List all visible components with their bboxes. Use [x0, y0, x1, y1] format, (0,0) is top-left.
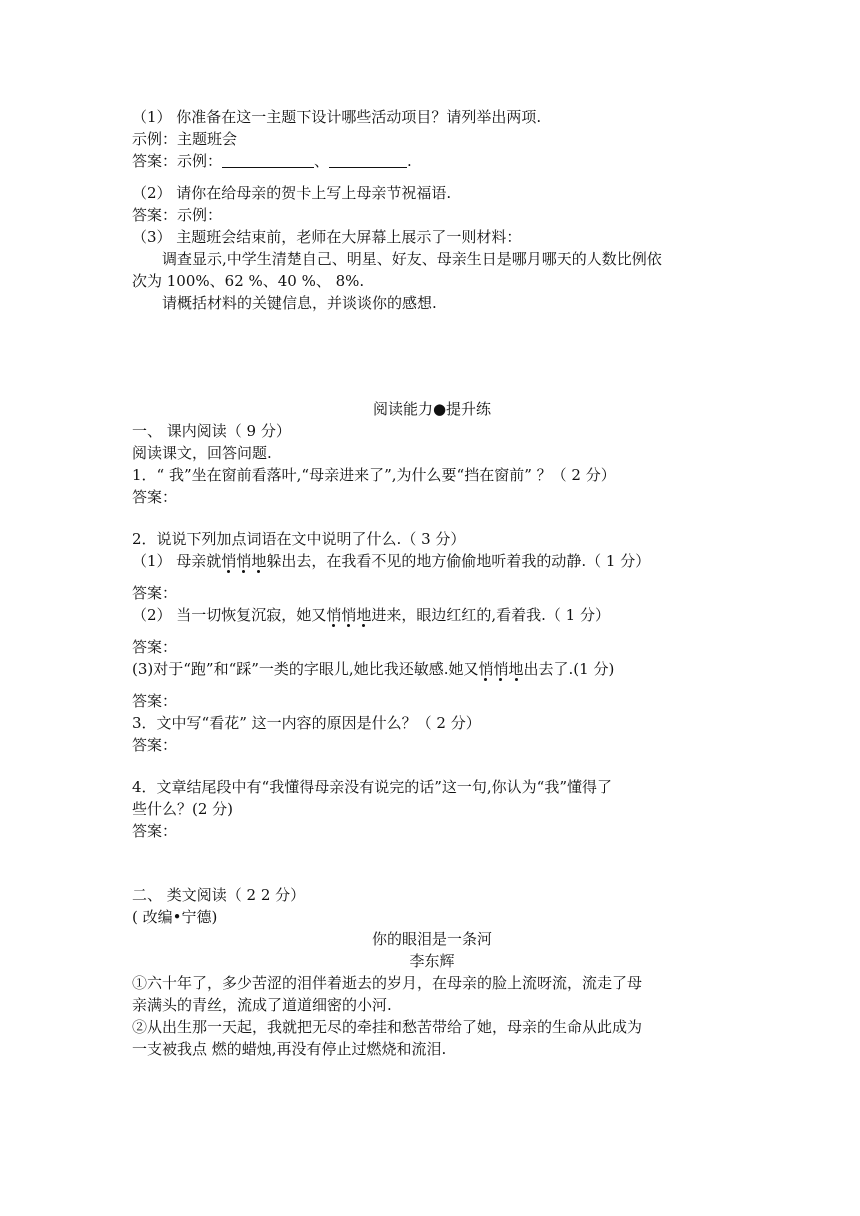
answer-blank-1 [222, 152, 314, 168]
dotted-word [221, 552, 266, 570]
paragraph-2-line-1: ②从出生那一天起，我就把无尽的牵挂和愁苦带给了她，母亲的生命从此成为 [132, 1018, 643, 1036]
dotted-char: 悄 [221, 552, 237, 570]
dotted-char: 悄 [236, 552, 252, 570]
material-line-2: 次为 100%、62 %、40 %、 8%. [132, 272, 365, 290]
dotted-char: 悄 [478, 660, 494, 678]
essay-title: 你的眼泪是一条河 [371, 930, 492, 948]
dotted-char: 地 [508, 660, 524, 678]
reading-q4-line-2: 些什么？(2 分) [132, 800, 234, 818]
essay-author: 李东辉 [409, 952, 455, 970]
reading-q1: 1．“ 我”坐在窗前看落叶,“母亲进来了”,为什么要“挡在窗前” ？（ 2 分） [132, 466, 616, 484]
dotted-char: 地 [251, 552, 267, 570]
dotted-char: 悄 [341, 606, 357, 624]
section-title: 阅读能力●提升练 [372, 400, 492, 418]
answer-blank-2 [329, 152, 407, 168]
paragraph-1-line-2: 亲满头的青丝，流成了道道细密的小河. [132, 996, 392, 1014]
reading-q2-1-answer: 答案： [132, 584, 178, 602]
material-line-1: 调查显示,中学生清楚自己、明星、好友、母亲生日是哪月哪天的人数比例依 [162, 250, 662, 268]
reading-q4-answer: 答案： [132, 822, 178, 840]
dotted-word [326, 606, 371, 624]
dotted-char: 地 [356, 606, 372, 624]
reading-q2-3-answer: 答案： [132, 692, 178, 710]
part-1-heading: 一、 课内阅读（ 9 分） [132, 422, 291, 440]
reading-q4-line-1: 4．文章结尾段中有“我懂得母亲没有说完的话”这一句,你认为“我”懂得了 [132, 778, 612, 796]
dotted-char: 悄 [493, 660, 509, 678]
part-2-heading: 二、 类文阅读（ 2 2 分） [132, 886, 306, 904]
paragraph-2-line-2: 一支被我点 燃的蜡烛,再没有停止过燃烧和流泪. [132, 1040, 447, 1058]
reading-q2-2: （2） 当一切恢复沉寂，她又悄悄地进来，眼边红红的,看着我.（ 1 分） [132, 606, 610, 624]
question-2-answer: 答案：示例： [132, 206, 223, 224]
part-2-source: ( 改编•宁德) [132, 908, 218, 926]
question-1-example: 示例：主题班会 [132, 130, 238, 148]
question-2: （2） 请你在给母亲的贺卡上写上母亲节祝福语. [132, 184, 452, 202]
reading-q2-2-answer: 答案： [132, 638, 178, 656]
paragraph-1-line-1: ①六十年了，多少苦涩的泪伴着逝去的岁月，在母亲的脸上流呀流，流走了母 [132, 974, 643, 992]
question-3: （3） 主题班会结束前，老师在大屏幕上展示了一则材料： [132, 228, 522, 246]
question-1-answer: 答案：示例： 、 . [132, 152, 412, 170]
reading-q2-1: （1） 母亲就悄悄地躲出去，在我看不见的地方偷偷地听着我的动静.（ 1 分） [132, 552, 651, 570]
dotted-word [478, 660, 523, 678]
document-content [132, 106, 732, 1060]
dotted-char: 悄 [326, 606, 342, 624]
reading-q3-answer: 答案： [132, 736, 178, 754]
part-1-instruction: 阅读课文，回答问题. [132, 444, 272, 462]
question-3-task: 请概括材料的关键信息，并谈谈你的感想. [162, 294, 437, 312]
reading-q2: 2．说说下列加点词语在文中说明了什么.（ 3 分） [132, 530, 466, 548]
reading-q2-3: (3)对于“跑”和“踩”一类的字眼儿,她比我还敏感.她又悄悄地出去了.(1 分) [132, 660, 615, 678]
reading-q1-answer: 答案： [132, 488, 178, 506]
question-1: （1） 你准备在这一主题下设计哪些活动项目？请列举出两项. [132, 108, 542, 126]
reading-q3: 3．文中写“看花” 这一内容的原因是什么？（ 2 分） [132, 714, 481, 732]
